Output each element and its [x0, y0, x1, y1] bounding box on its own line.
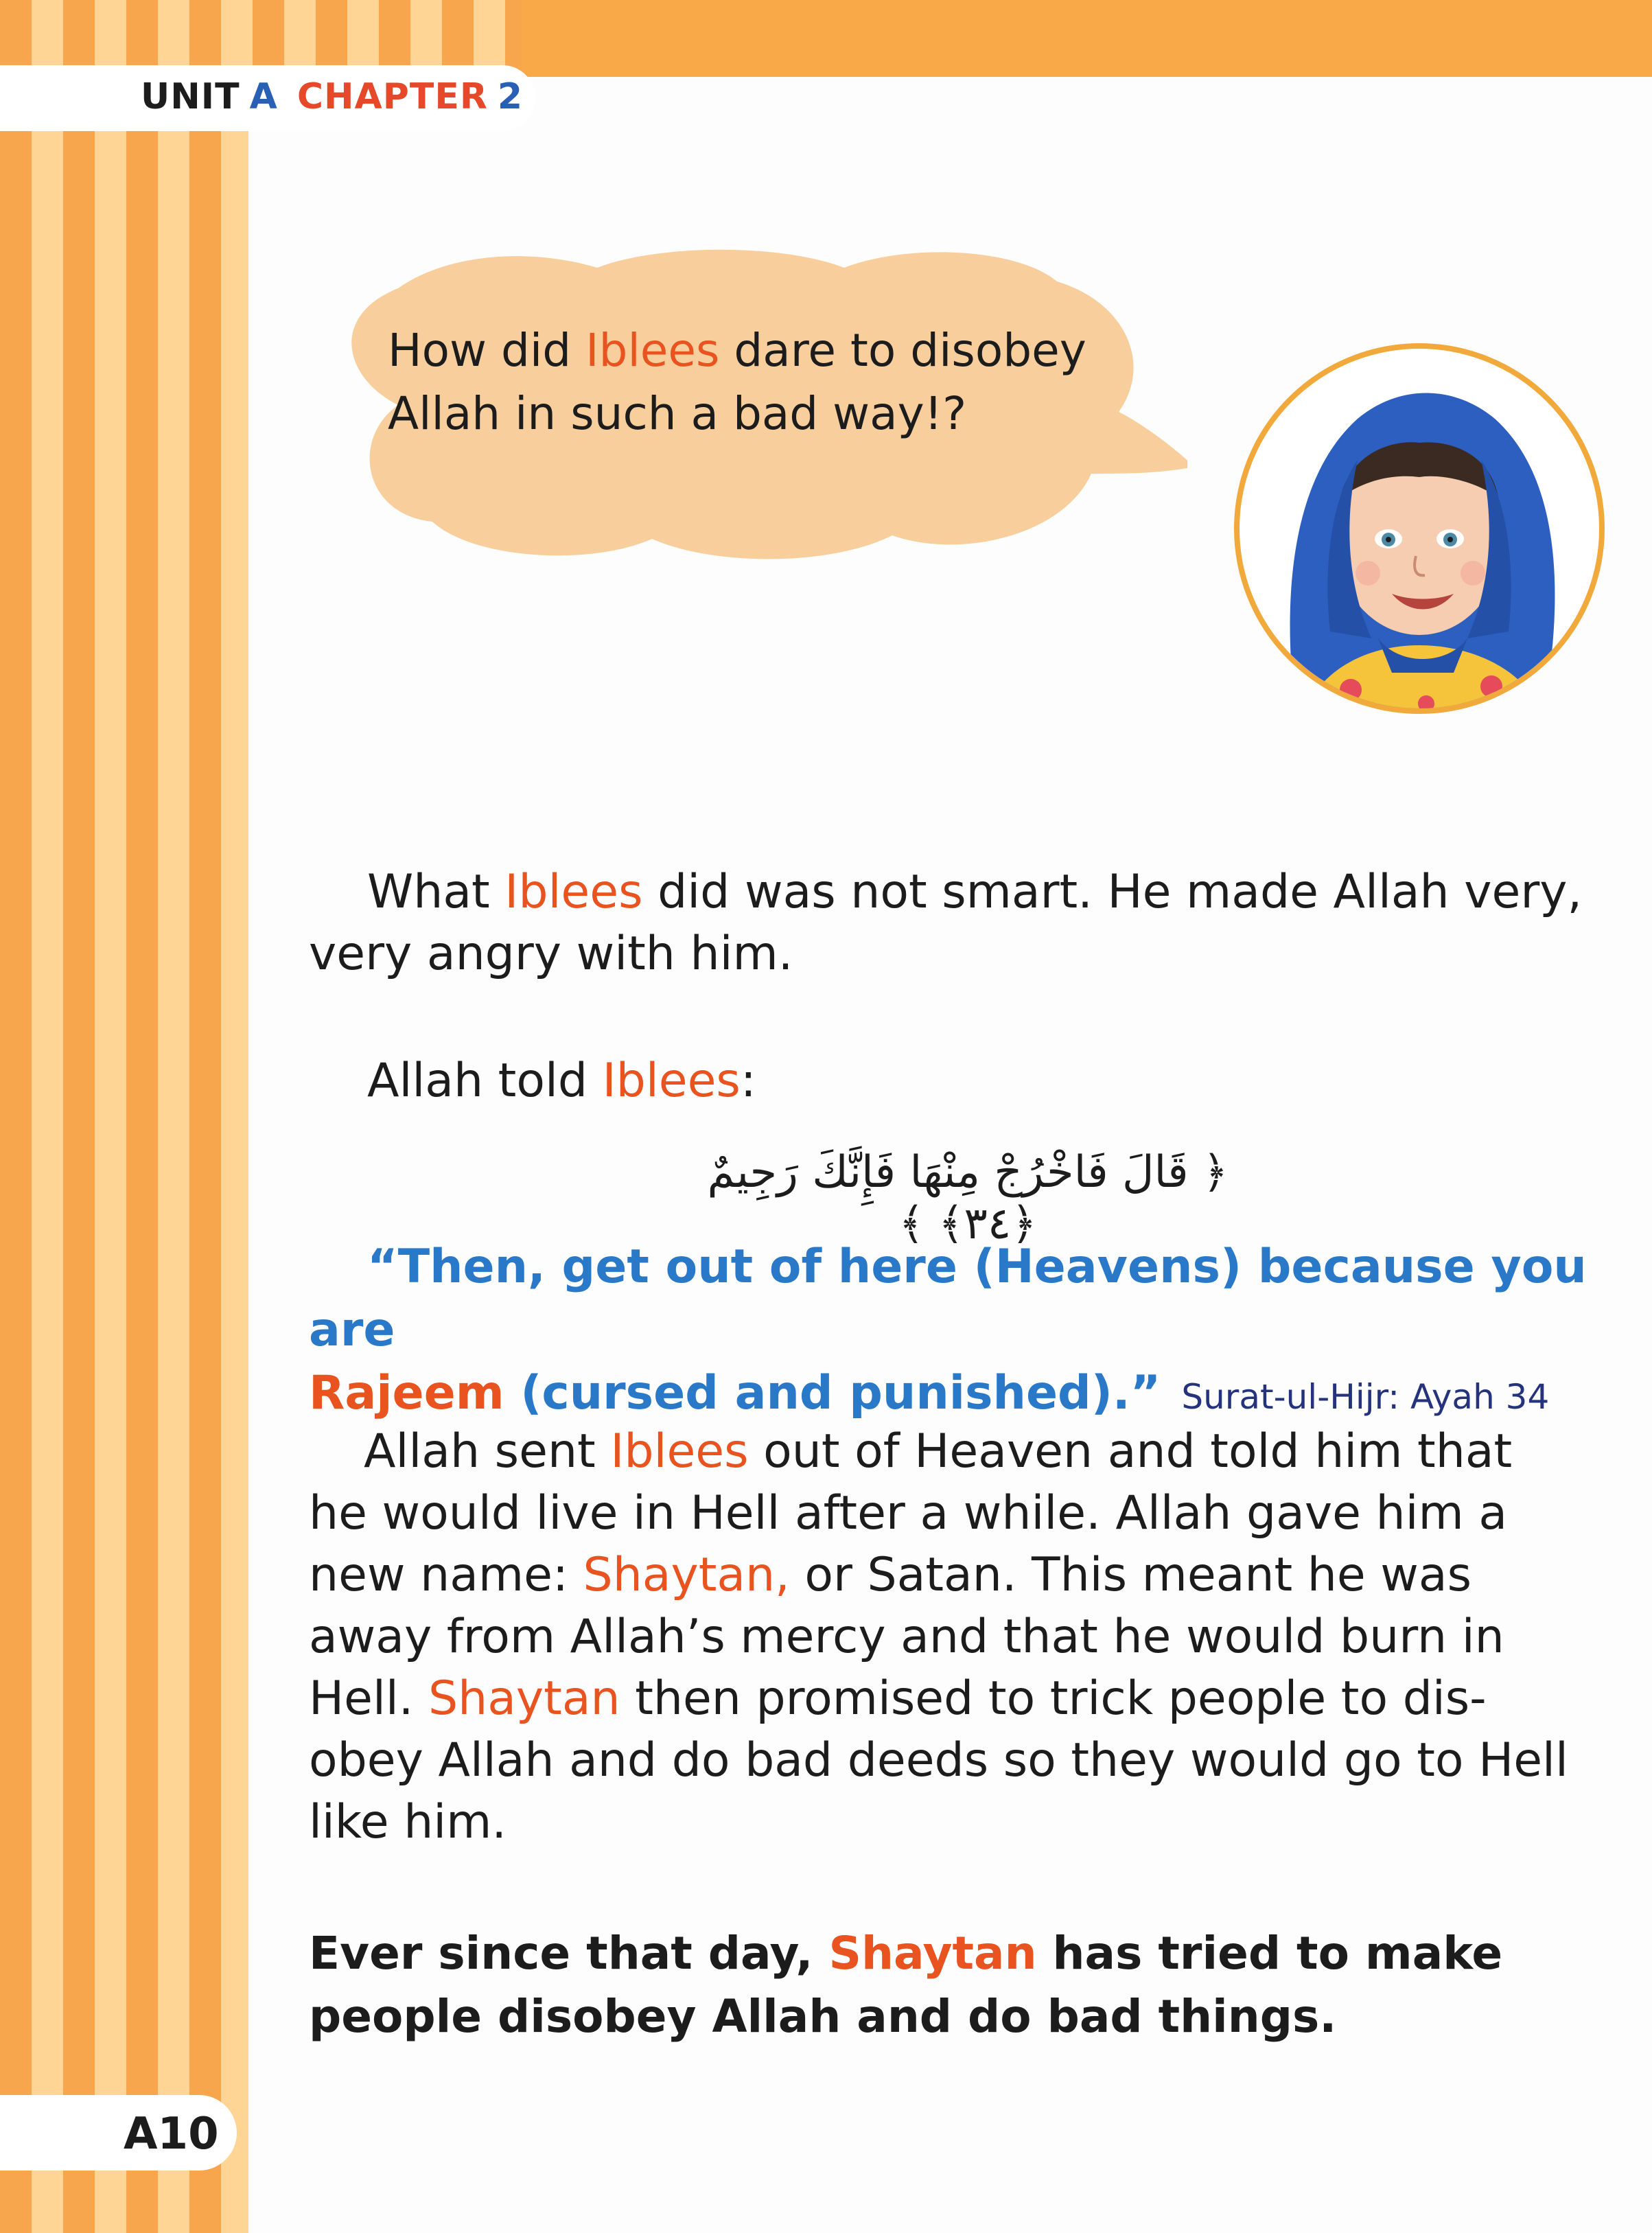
text-part: Allah sent	[364, 1424, 611, 1479]
bubble-text	[388, 319, 1163, 446]
top-color-bar	[522, 0, 1652, 77]
paragraph-3	[309, 1421, 1627, 1853]
unit-word: UNIT	[141, 76, 240, 117]
arabic-verse: ﴿ قَالَ فَاخْرُجْ مِنْهَا فَإِنَّكَ رَجِيمٌ ﴿٣٤﴾ ﴾	[707, 1147, 1229, 1249]
highlight-word: Shaytan	[828, 1927, 1037, 1980]
verse-translation	[309, 1236, 1613, 1428]
girl-portrait	[1220, 343, 1618, 714]
text-part: What	[367, 865, 505, 919]
text-part: then promised to trick people to dis-	[620, 1671, 1487, 1726]
page-number: A10	[124, 2109, 219, 2160]
text-part: new name:	[309, 1548, 583, 1602]
bubble-text-part: dare to disobey	[719, 324, 1086, 377]
bubble-text-line2: Allah in such a bad way!?	[388, 387, 967, 440]
paragraph-4	[309, 1922, 1613, 2048]
chapter-number: 2	[497, 76, 524, 117]
quote-line2: (cursed and punished).”	[504, 1366, 1161, 1420]
text-part: or Satan. This meant he was	[789, 1548, 1472, 1602]
quote-highlight: Rajeem	[309, 1366, 504, 1420]
highlight-word: Iblees	[602, 1054, 741, 1108]
text-part: out of Heaven and told him that	[748, 1424, 1513, 1479]
paragraph-2	[367, 1050, 756, 1112]
quote-line1: “Then, get out of here (Heavens) because you are	[309, 1240, 1587, 1357]
text-part: Allah told	[367, 1054, 603, 1108]
text-line: away from Allah’s mercy and that he would burn in	[309, 1610, 1504, 1664]
bubble-text-part: How did	[388, 324, 586, 377]
highlight-word: Shaytan,	[583, 1548, 790, 1602]
text-part: did was not smart. He made Allah very,	[642, 865, 1583, 919]
text-line: people disobey Allah and do bad things.	[309, 1990, 1337, 2043]
text-line: he would live in Hell after a while. Allah gave him a	[309, 1486, 1508, 1540]
highlight-word: Iblees	[504, 865, 643, 919]
text-line: obey Allah and do bad deeds so they would go to Hell	[309, 1733, 1568, 1787]
unit-chapter-label	[141, 76, 523, 117]
text-part: :	[740, 1054, 756, 1108]
unit-letter: A	[249, 76, 278, 117]
text-part: has tried to make	[1036, 1927, 1503, 1980]
text-line: very angry with him.	[309, 927, 793, 981]
page-number-tab	[0, 2095, 237, 2171]
paragraph-1	[309, 861, 1613, 985]
chapter-word: CHAPTER	[296, 76, 488, 117]
highlight-word: Iblees	[610, 1424, 749, 1479]
bubble-highlight: Iblees	[585, 324, 720, 377]
text-part: Ever since that day,	[309, 1927, 829, 1980]
verse-source: Surat-ul-Hijr: Ayah 34	[1181, 1377, 1550, 1417]
chapter-header	[0, 65, 535, 131]
text-line: like him.	[309, 1795, 507, 1849]
highlight-word: Shaytan	[428, 1671, 620, 1726]
text-part: Hell.	[309, 1671, 428, 1726]
